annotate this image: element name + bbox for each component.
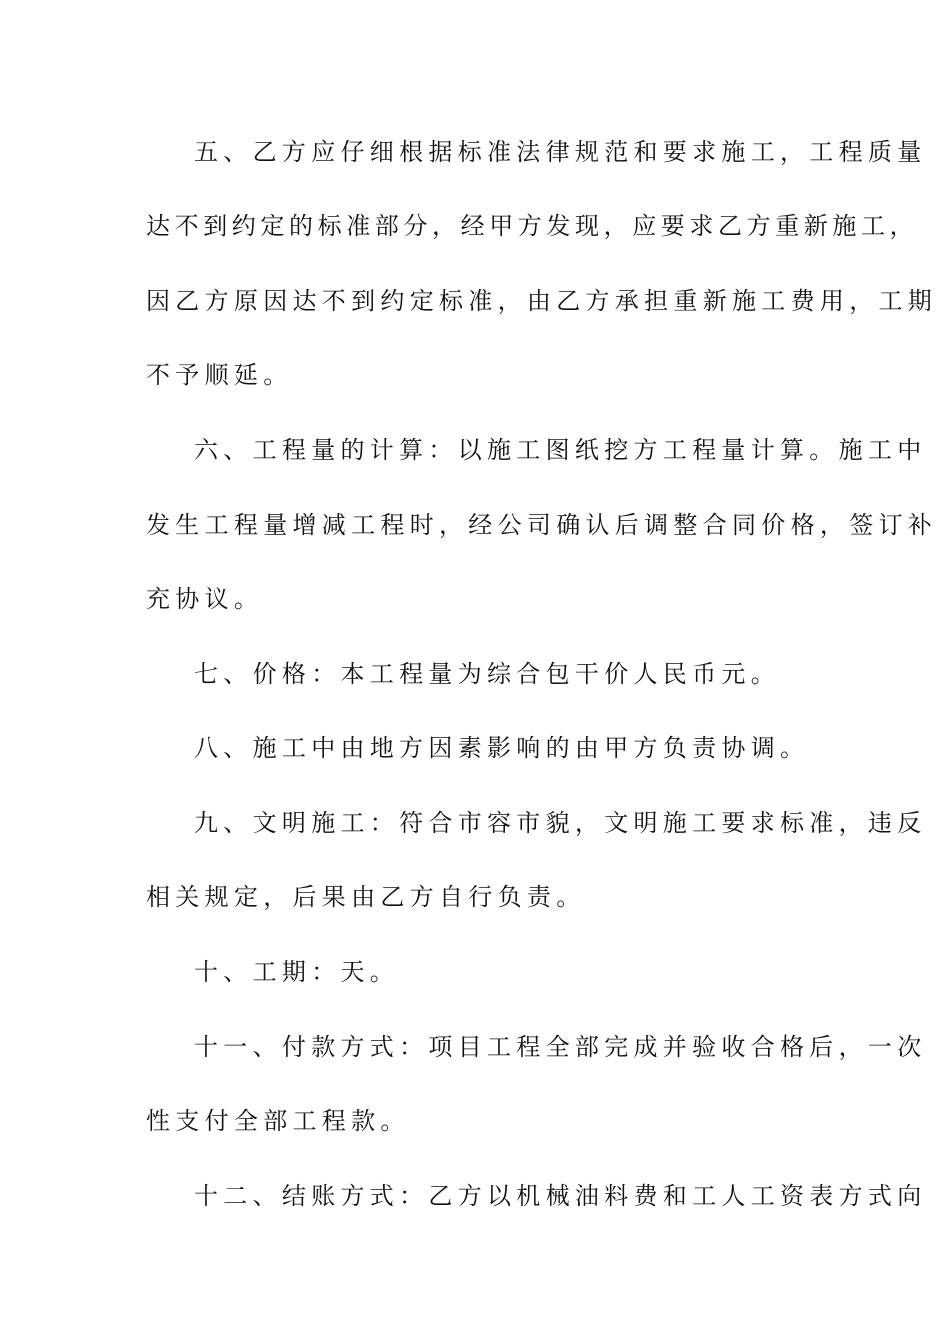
clause-9-line-2: 相关规定，后果由乙方自行负责。: [146, 883, 586, 911]
clause-5-line-2: 达不到约定的标准部分，经甲方发现，应要求乙方重新施工，: [146, 212, 919, 240]
clause-6-line-3: 充协议。: [146, 585, 264, 613]
clause-10: 十、工期：天。: [194, 958, 400, 986]
clause-5-line-1: 五、乙方应仔细根据标准法律规范和要求施工，工程质量: [194, 138, 927, 166]
clause-11-line-1: 十一、付款方式：项目工程全部完成并验收合格后，一次: [194, 1033, 927, 1061]
clause-6-line-2: 发生工程量增减工程时，经公司确认后调整合同价格，签订补: [146, 511, 938, 539]
clause-5-line-4: 不予顺延。: [146, 361, 293, 389]
clause-8: 八、施工中由地方因素影响的由甲方负责协调。: [194, 734, 810, 762]
clause-7: 七、价格：本工程量为综合包干价人民币元。: [194, 660, 780, 688]
clause-5-line-3: 因乙方原因达不到约定标准，由乙方承担重新施工费用，工期: [146, 287, 938, 315]
clause-9-line-1: 九、文明施工：符合市容市貌，文明施工要求标准，违反: [194, 809, 927, 837]
clause-6-line-1: 六、工程量的计算：以施工图纸挖方工程量计算。施工中: [194, 436, 927, 464]
clause-12-line-1: 十二、结账方式：乙方以机械油料费和工人工资表方式向: [194, 1182, 927, 1210]
clause-11-line-2: 性支付全部工程款。: [146, 1107, 410, 1135]
